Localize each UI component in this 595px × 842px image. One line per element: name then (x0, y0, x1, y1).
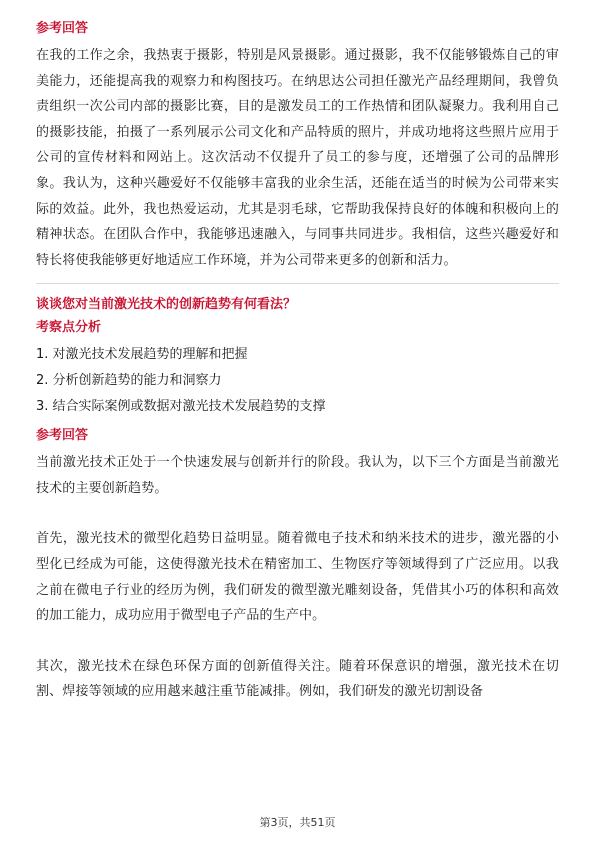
answer-paragraph: 在我的工作之余，我热衷于摄影，特别是风景摄影。通过摄影，我不仅能够锻炼自己的审美能力，还能提高我的观察力和构图技巧。在纳思达公司担任激光产品经理期间，我曾负责组织一次公司内部的摄影比赛，目的是激发员工的工作热情和团队凝聚力。我利用自己的摄影技能，拍摄了一系列展示公司文化和产品特质的照片，并成功地将这些照片应用于公司的宣传材料和网站上。这次活动不仅提升了员工的参与度，还增强了公司的品牌形象。我认为，这种兴趣爱好不仅能够丰富我的业余生活，还能在适当的时候为公司带来实际的效益。此外，我也热爱运动，尤其是羽毛球，它帮助我保持良好的体魄和积极向上的精神状态。在团队合作中，我能够迅速融入，与同事共同进步。我相信，这些兴趣爱好和特长将使我能够更好地适应工作环境，并为公司带来更多的创新和活力。 (36, 48, 559, 268)
analysis-heading: 考察点分析 (36, 320, 102, 336)
answer-paragraph: 当前激光技术正处于一个快速发展与创新并行的阶段。我认为，以下三个方面是当前激光技术的主要创新趋势。 (36, 455, 559, 496)
spacer (36, 629, 559, 654)
question-title: 谈谈您对当前激光技术的创新趋势有何看法？ (36, 297, 297, 313)
spacer (36, 419, 559, 427)
analysis-points-list (36, 342, 559, 419)
section-divider (36, 283, 559, 284)
page-number-footer: 第3页，共51页 (259, 816, 336, 829)
analysis-point: 1. 对激光技术发展趋势的理解和把握 (36, 347, 248, 363)
analysis-point: 2. 分析创新趋势的能力和洞察力 (36, 372, 222, 388)
answer-paragraph: 首先，激光技术的微型化趋势日益明显。随着微电子技术和纳米技术的进步，激光器的小型化已经成为可能，这使得激光技术在精密加工、生物医疗等领域得到了广泛应用。以我之前在微电子行业的经历为例，我们研发的微型激光雕刻设备，凭借其小巧的体积和高效的加工能力，成功应用于微型电子产品的生产中。 (36, 531, 559, 624)
answer-heading: 参考回答 (36, 428, 89, 444)
page-content (36, 20, 559, 705)
analysis-point: 3. 结合实际案例或数据对激光技术发展趋势的支撑 (36, 398, 326, 414)
spacer (36, 501, 559, 526)
answer-paragraph: 其次，激光技术在绿色环保方面的创新值得关注。随着环保意识的增强，激光技术在切割、焊接等领域的应用越来越注重节能减排。例如，我们研发的激光切割设备 (36, 658, 559, 700)
answer-heading: 参考回答 (36, 21, 89, 36)
